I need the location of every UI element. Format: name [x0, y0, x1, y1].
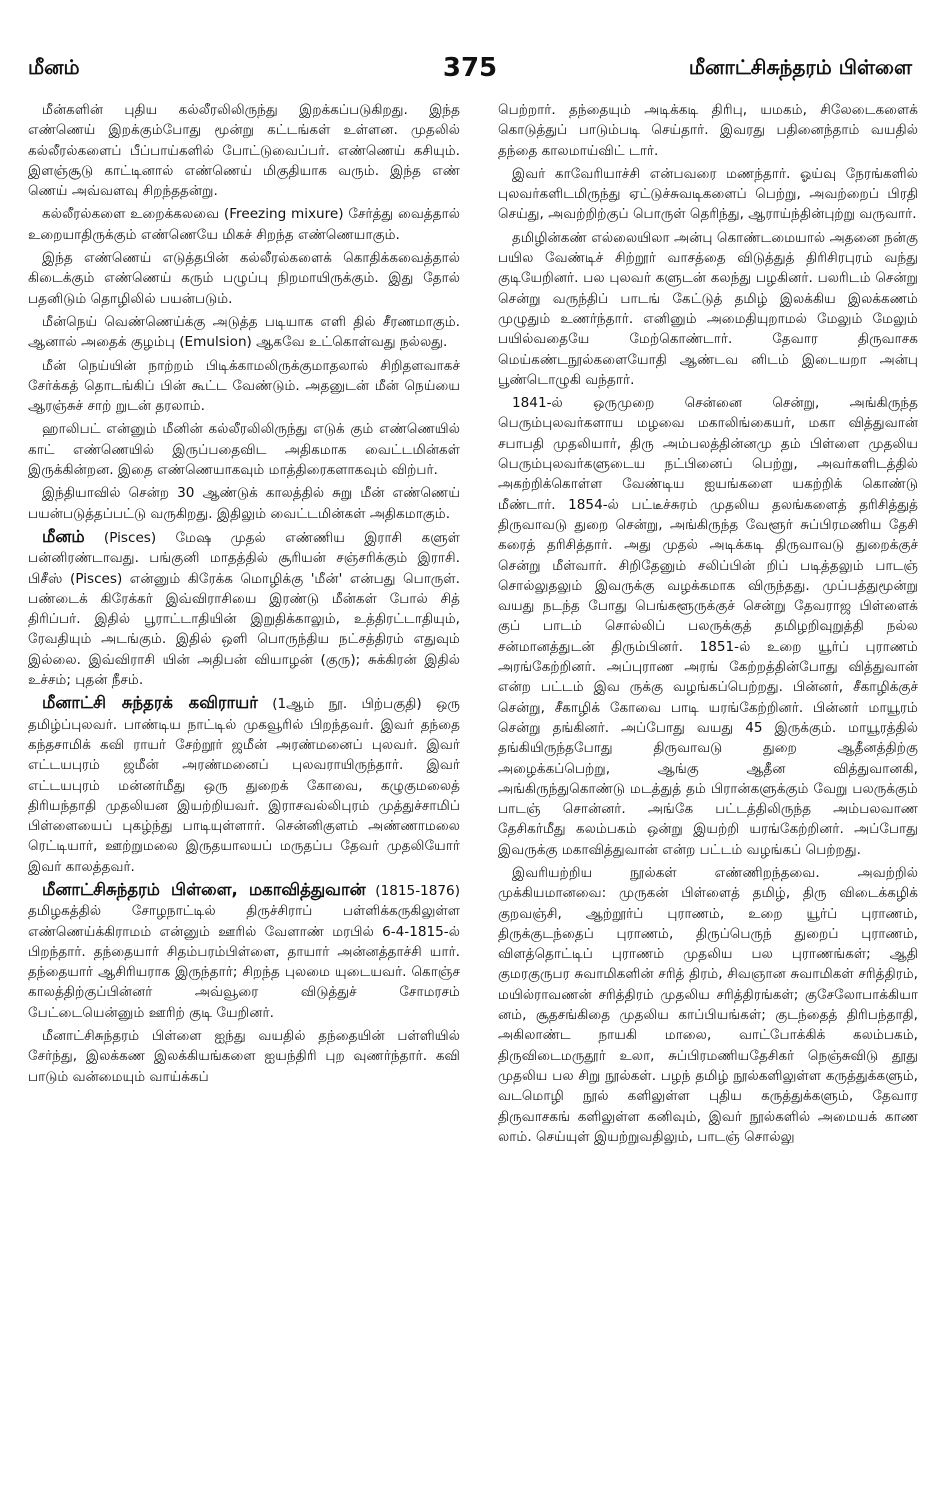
header-right-term: மீனாட்சிசுந்தரம் பிள்ளை: [688, 54, 912, 79]
left-column: [28, 100, 460, 1090]
paragraph: [498, 863, 918, 1147]
paragraph: [28, 419, 460, 480]
entry-heading: மீனாட்சி சுந்தரக் கவிராயர்: [42, 693, 258, 713]
right-column: [498, 100, 918, 1150]
paragraph: [28, 204, 460, 245]
paragraph: [28, 483, 460, 524]
page-header: [28, 48, 912, 88]
paragraph: [28, 248, 460, 309]
paragraph-text: இவரியற்றிய நூல்கள் எண்ணிறந்தவை. அவற்றில் முக்கியமானவை: முருகன் பிள்ளைத் தமிழ், திரு விடைக்கழிக் குறவஞ்சி, ஆற்றூர்ப் புராணம், உறை யூர்ப் புராணம், திருக்குடந்தைப் புராணம், திருப்பெருந் துறைப் புராணம், விளத்தொட்டிப் புராணம் முதலிய பல புராணங்கள்; ஆதி குமரகுருபர சுவாமிகளின் சரித் திரம், சிவஞான சுவாமிகள் சரித்திரம், மயில்ராவணன் சரித்திரம் முதலிய சரித்திரங்கள்; குசேலோபாக்கியா னம், சூதசங்கிதை முதலிய காப்பியங்கள்; குடந்தைத் திரிபந்தாதி, அகிலாண்ட நாயகி மாலை, வாட்போக்கிக் கலம்பகம், திருவிடைமருதூர் உலா, சுப்பிரமணியதேசிகர் நெஞ்சுவிடு தூது முதலிய பல சிறு நூல்கள். பழந் தமிழ் நூல்களிலுள்ள கருத்துக்களும், வடமொழி நூல் களிலுள்ள புதிய கருத்துக்களும், தேவார திருவாசகங் களிலுள்ள கனிவும், இவர் நூல்களில் அமையக் காண லாம். செய்யுள் இயற்றுவதிலும், பாடஞ் சொல்லு: [498, 864, 918, 1145]
paragraph: [28, 312, 460, 353]
paragraph: [28, 1026, 460, 1087]
paragraph-text: மீன் நெய்யின் நாற்றம் பிடிக்காமலிருக்குமாதலால் சிறிதளவாகச் சேர்க்கத் தொடங்கிப் பின் கூட்ட வேண்டும். அதனுடன் மீன் நெய்யை ஆரஞ்சுச் சாற் றுடன் தரலாம்.: [28, 357, 460, 415]
paragraph: [28, 527, 460, 690]
paragraph-text: இந்தியாவில் சென்ற 30 ஆண்டுக் காலத்தில் சுறு மீன் எண்ணெய் பயன்படுத்தப்பட்டு வருகிறது. இதிலும் வைட்டமின்கள் அதிகமாகும்.: [28, 485, 460, 522]
paragraph: [28, 880, 460, 1023]
header-left-term: மீனம்: [28, 54, 80, 79]
paragraph-text: இந்த எண்ணெய் எடுத்தபின் கல்லீரல்களைக் கொதிக்கவைத்தால் கிடைக்கும் எண்ணெய் கரும் பழுப்பு நிறமாயிருக்கும். இது தோல் பதனிடும் தொழிலில் பயன்படும்.: [28, 250, 460, 307]
entry-heading: மீனம்: [42, 526, 85, 546]
paragraph-text: ஹாலிபட் என்னும் மீனின் கல்லீரலிலிருந்து எடுக் கும் எண்ணெயில் காட் எண்ணெயில் இருப்பதைவிட அதிகமாக வைட்டமின்கள் இருக்கின்றன. இதை எண்ணெயாகவும் மாத்திரைகளாகவும் விற்பர்.: [28, 421, 460, 479]
paragraph-text: (1815-1876) தமிழகத்தில் சோழநாட்டில் திருச்சிராப் பள்ளிக்கருகிலுள்ள எண்ணெய்க்கிராமம் என்னும் ஊரில் வேளாண் மரபில் 6-4-1815-ல் பிறந்தார். தந்தையார் சிதம்பரம்பிள்ளை, தாயார் அன்னத்தாச்சி யார். தந்தையார் ஆசிரியராக இருந்தார்; சிறந்த புலமை யுடையவர். கொஞ்ச காலத்திற்குப்பின்னர் அவ்வூரை விடுத்துச் சோமரசம் பேட்டையென்னும் ஊரிற் குடி யேறினர்.: [28, 882, 460, 1021]
paragraph: [28, 693, 460, 877]
paragraph: [28, 100, 460, 201]
paragraph: [498, 228, 918, 390]
paragraph-text: பெற்றார். தந்தையும் அடிக்கடி திரிபு, யமகம், சிலேடைகளைக் கொடுத்துப் பாடும்படி செய்தார். இவரது பதினைந்தாம் வயதில் தந்தை காலமாய்விட் டார்.: [498, 102, 918, 159]
entry-heading: மீனாட்சிசுந்தரம் பிள்ளை, மகாவித்துவான்: [42, 879, 366, 899]
paragraph: [498, 393, 918, 860]
paragraph-text: தமிழின்கண் எல்லையிலா அன்பு கொண்டமையால் அதனை நன்கு பயில வேண்டிச் சிற்றூர் வாசத்தை விடுத்துத் திரிசிரபுரம் வந்து குடியேறினர். பல புலவர் களுடன் கலந்து பழகினர். பலரிடம் சென்று சென்று வருந்திப் பாடங் கேட்டுத் தமிழ் இலக்கிய இலக்கணம் முழுதும் உணர்ந்தார். எனினும் அமைதியுறாமல் மேலும் மேலும் பயில்வதையே மேற்கொண்டார். தேவார திருவாசக மெய்கண்டநூல்களையோதி ஆண்டவ னிடம் இடையறா அன்பு பூண்டொழுகி வந்தார்.: [498, 229, 918, 388]
paragraph-text: மீன்களின் புதிய கல்லீரலிலிருந்து இறக்கப்படுகிறது. இந்த எண்ணெய் இறக்கும்போது மூன்று கட்டங்கள் உள்ளன. முதலில் கல்லீரல்களைப் பீப்பாய்களில் போட்டுவைப்பர். எண்ணெய் கசியும். இளஞ்சூடு காட்டினால் எண்ணெய் மிகுதியாக வரும். இந்த எண் ணெய் அவ்வளவு சிறந்ததன்று.: [28, 102, 460, 200]
paragraph-text: மீனாட்சிசுந்தரம் பிள்ளை ஐந்து வயதில் தந்தையின் பள்ளியில் சேர்ந்து, இலக்கண இலக்கியங்களை ஐயந்திரி புற வுணர்ந்தார். கவி பாடும் வன்மையும் வாய்க்கப்: [28, 1028, 460, 1085]
paragraph-text: கல்லீரல்களை உறைக்கலவை (Freezing mixure) சேர்த்து வைத்தால் உறையாதிருக்கும் எண்ணெயே மிகச் சிறந்த எண்ணெயாகும்.: [28, 206, 460, 243]
paragraph-text: (Pisces) மேஷ முதல் எண்ணிய இராசி களுள் பன்னிரண்டாவது. பங்குனி மாதத்தில் சூரியன் சஞ்சரிக்கும் இராசி. பிசீஸ் (Pisces) என்னும் கிரேக்க மொழிக்கு 'மீன்' என்பது பொருள். பண்டைக் கிரேக்கர் இவ்விராசியை இரண்டு மீன்கள் போல் சித் திரிப்பர். இதில் பூராட்டாதியின் இறுதிக்காலும், உத்திரட்டாதியும், ரேவதியும் அடங்கும். இதில் ஒளி பொருந்திய நட்சத்திரம் எதுவும் இல்லை. இவ்விராசி யின் அதிபன் வியாழன் (குரு); சுக்கிரன் இதில் உச்சம்; புதன் நீசம்.: [28, 529, 460, 689]
paragraph: [498, 164, 918, 225]
paragraph-text: இவர் காவேரியாச்சி என்பவரை மணந்தார். ஓய்வு நேரங்களில் புலவர்களிடமிருந்து ஏட்டுச்சுவடிகளைப் பெற்று, அவற்றைப் பிரதி செய்து, அவற்றிற்குப் பொருள் தெரிந்து, ஆராய்ந்தின்புற்று வருவார்.: [498, 165, 918, 223]
paragraph: [498, 100, 918, 161]
paragraph-text: (1ஆம் நூ. பிற்பகுதி) ஒரு தமிழ்ப்புலவர். பாண்டிய நாட்டில் முகவூரில் பிறந்தவர். இவர் தந்தை கந்தசாமிக் கவி ராயர் சேற்றூர் ஜமீன் அரண்மனைப் புலவர். இவர் எட்டயபுரம் ஜமீன் அரண்மனைப் புலவராயிருந்தார். இவர் எட்டயபுரம் மன்னர்மீது ஒரு துறைக் கோவை, கழுகுமலைத் திரியந்தாதி முதலியன இயற்றியவர். இராசவல்லிபுரம் முத்துச்சாமிப் பிள்ளையைப் புகழ்ந்து பாடியுள்ளார். சென்னிகுளம் அண்ணாமலை ரெட்டியார், ஊற்றுமலை இருதயாலயப் மருதப்ப தேவர் முதலியோர் இவர் காலத்தவர்.: [28, 696, 461, 875]
paragraph-text: மீன்நெய் வெண்ணெய்க்கு அடுத்த படியாக எளி தில் சீரணமாகும். ஆனால் அதைக் குழம்பு (Emulsion) ஆகவே உட்கொள்வது நல்லது.: [28, 313, 460, 351]
page-number: 375: [442, 53, 498, 83]
paragraph-text: 1841-ல் ஒருமுறை சென்னை சென்று, அங்கிருந்த பெரும்புலவர்களாய மழவை மகாலிங்கையர், மகா வித்துவான் சபாபதி முதலியார், திரு அம்பலத்தின்னமு தம் பிள்ளை முதலிய பெரும்புலவர்களுடைய நட்பினைப் பெற்று, அவர்களிடத்தில் அகற்றிக்கொள்ள வேண்டிய ஐயங்களை யகற்றிக் கொண்டு மீண்டார். 1854-ல் பட்டீச்சுரம் முதலிய தலங்களைத் தரிசித்துத் திருவாவடு துறை சென்று, அங்கிருந்த வேளூர் சுப்பிரமணிய தேசி கரைத் தரிசித்தார். அது முதல் அடிக்கடி திருவாவடு துறைக்குச் சென்று மீள்வார். சிறிதேனும் சலிப்பின் றிப் படித்தலும் பாடஞ் சொல்லுதலும் இவருக்கு வழக்கமாக விருந்தது. முப்பத்துமூன்று வயது நடந்த போது பெங்களூருக்குச் சென்று தேவராஜ பிள்ளைக் குப் பாடம் சொல்லிப் பலருக்குத் தமிழறிவுறுத்தி நல்ல சன்மானத்துடன் திரும்பினர். 1851-ல் உறை யூர்ப் புராணம் அரங்கேற்றினர். அப்புராண அரங் கேற்றத்தின்போது வித்துவான் என்ற பட்டம் இவ ருக்கு வழங்கப்பெற்றது. பின்னர், சீகாழிக்குச் சென்று, சீகாழிக் கோவை பாடி யரங்கேற்றினர். பின்னர் மாயூரம் சென்று தங்கினர். அப்போது வயது 45 இருக்கும். மாயூரத்தில் தங்கியிருந்தபோது திருவாவடு துறை ஆதீனத்திற்கு அழைக்கப்பெற்று, ஆங்கு ஆதீன வித்துவானகி, அங்கிருந்துகொண்டு மடத்துத் தம் பிரான்களுக்கும் வேறு பலருக்கும் பாடஞ் சொன்னர். அங்கே பட்டத்திலிருந்த அம்பலவாண தேசிகர்மீது கலம்பகம் ஒன்று இயற்றி யரங்கேற்றினர். அப்போது இவருக்கு மகாவித்துவான் என்ற பட்டம் வழங்கப் பெற்றது.: [498, 395, 918, 858]
paragraph: [28, 356, 460, 417]
